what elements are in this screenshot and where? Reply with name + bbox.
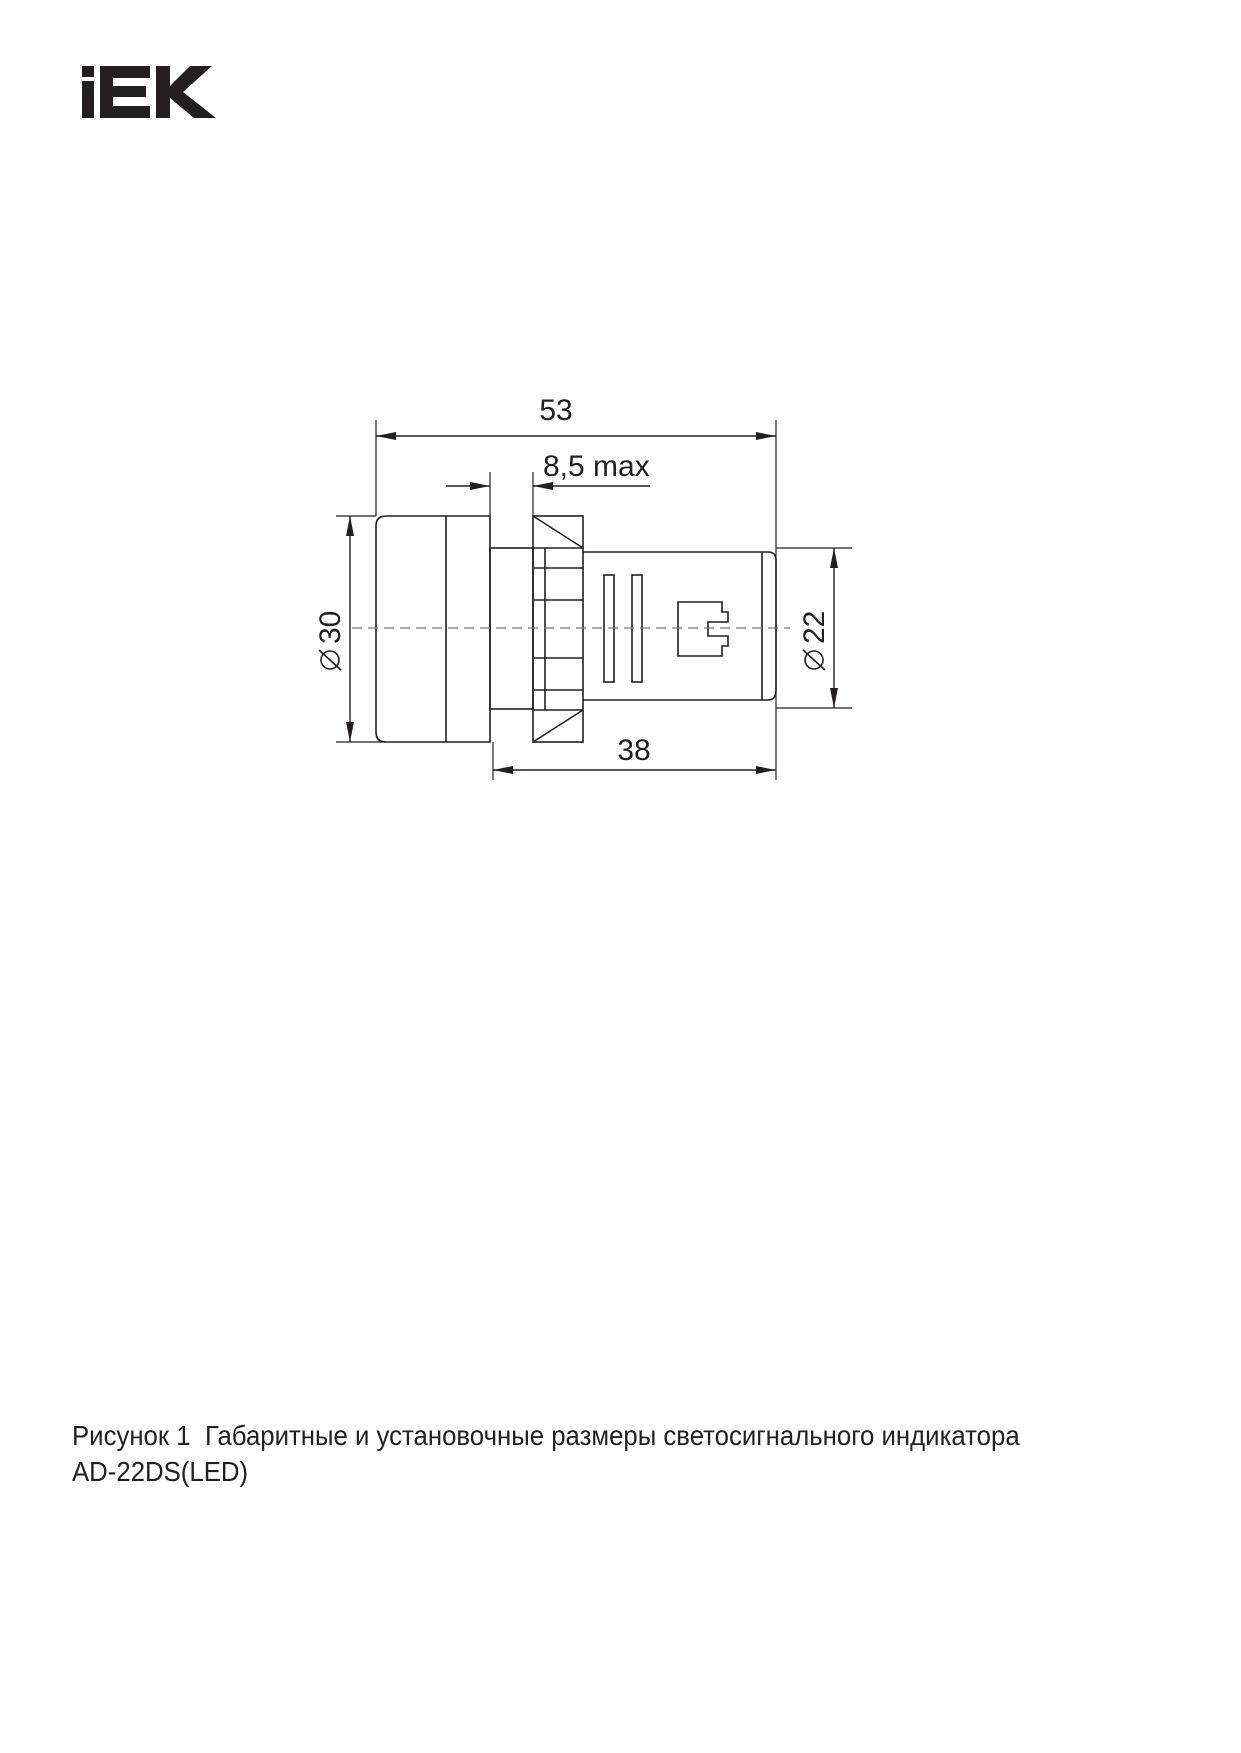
dim-panel-thickness: 8,5 max [543,450,650,483]
dim-mount-diameter-group [798,611,831,670]
dim-head-diameter: 30 [314,610,347,644]
dim-head-diameter-group [314,611,347,670]
dim-overall-length: 53 [539,394,573,427]
terminal-outline [678,602,728,656]
lens-cap-outline [376,516,490,742]
diameter-symbol-head-slash [319,650,341,670]
diameter-symbol-mount-slash [803,650,825,670]
figure-caption [72,1418,1084,1490]
dim-body-length: 38 [617,734,651,767]
mounting-nut-outline [533,516,583,742]
caption-line-2: AD-22DS(LED) [72,1456,249,1487]
nut-chamfer-bottom [533,710,583,742]
caption-line-1: Рисунок 1 Габаритные и установочные размеры светосигнального индикатора [72,1420,1020,1451]
nut-chamfer-top [533,516,583,548]
dim-mount-diameter: 22 [798,610,831,644]
